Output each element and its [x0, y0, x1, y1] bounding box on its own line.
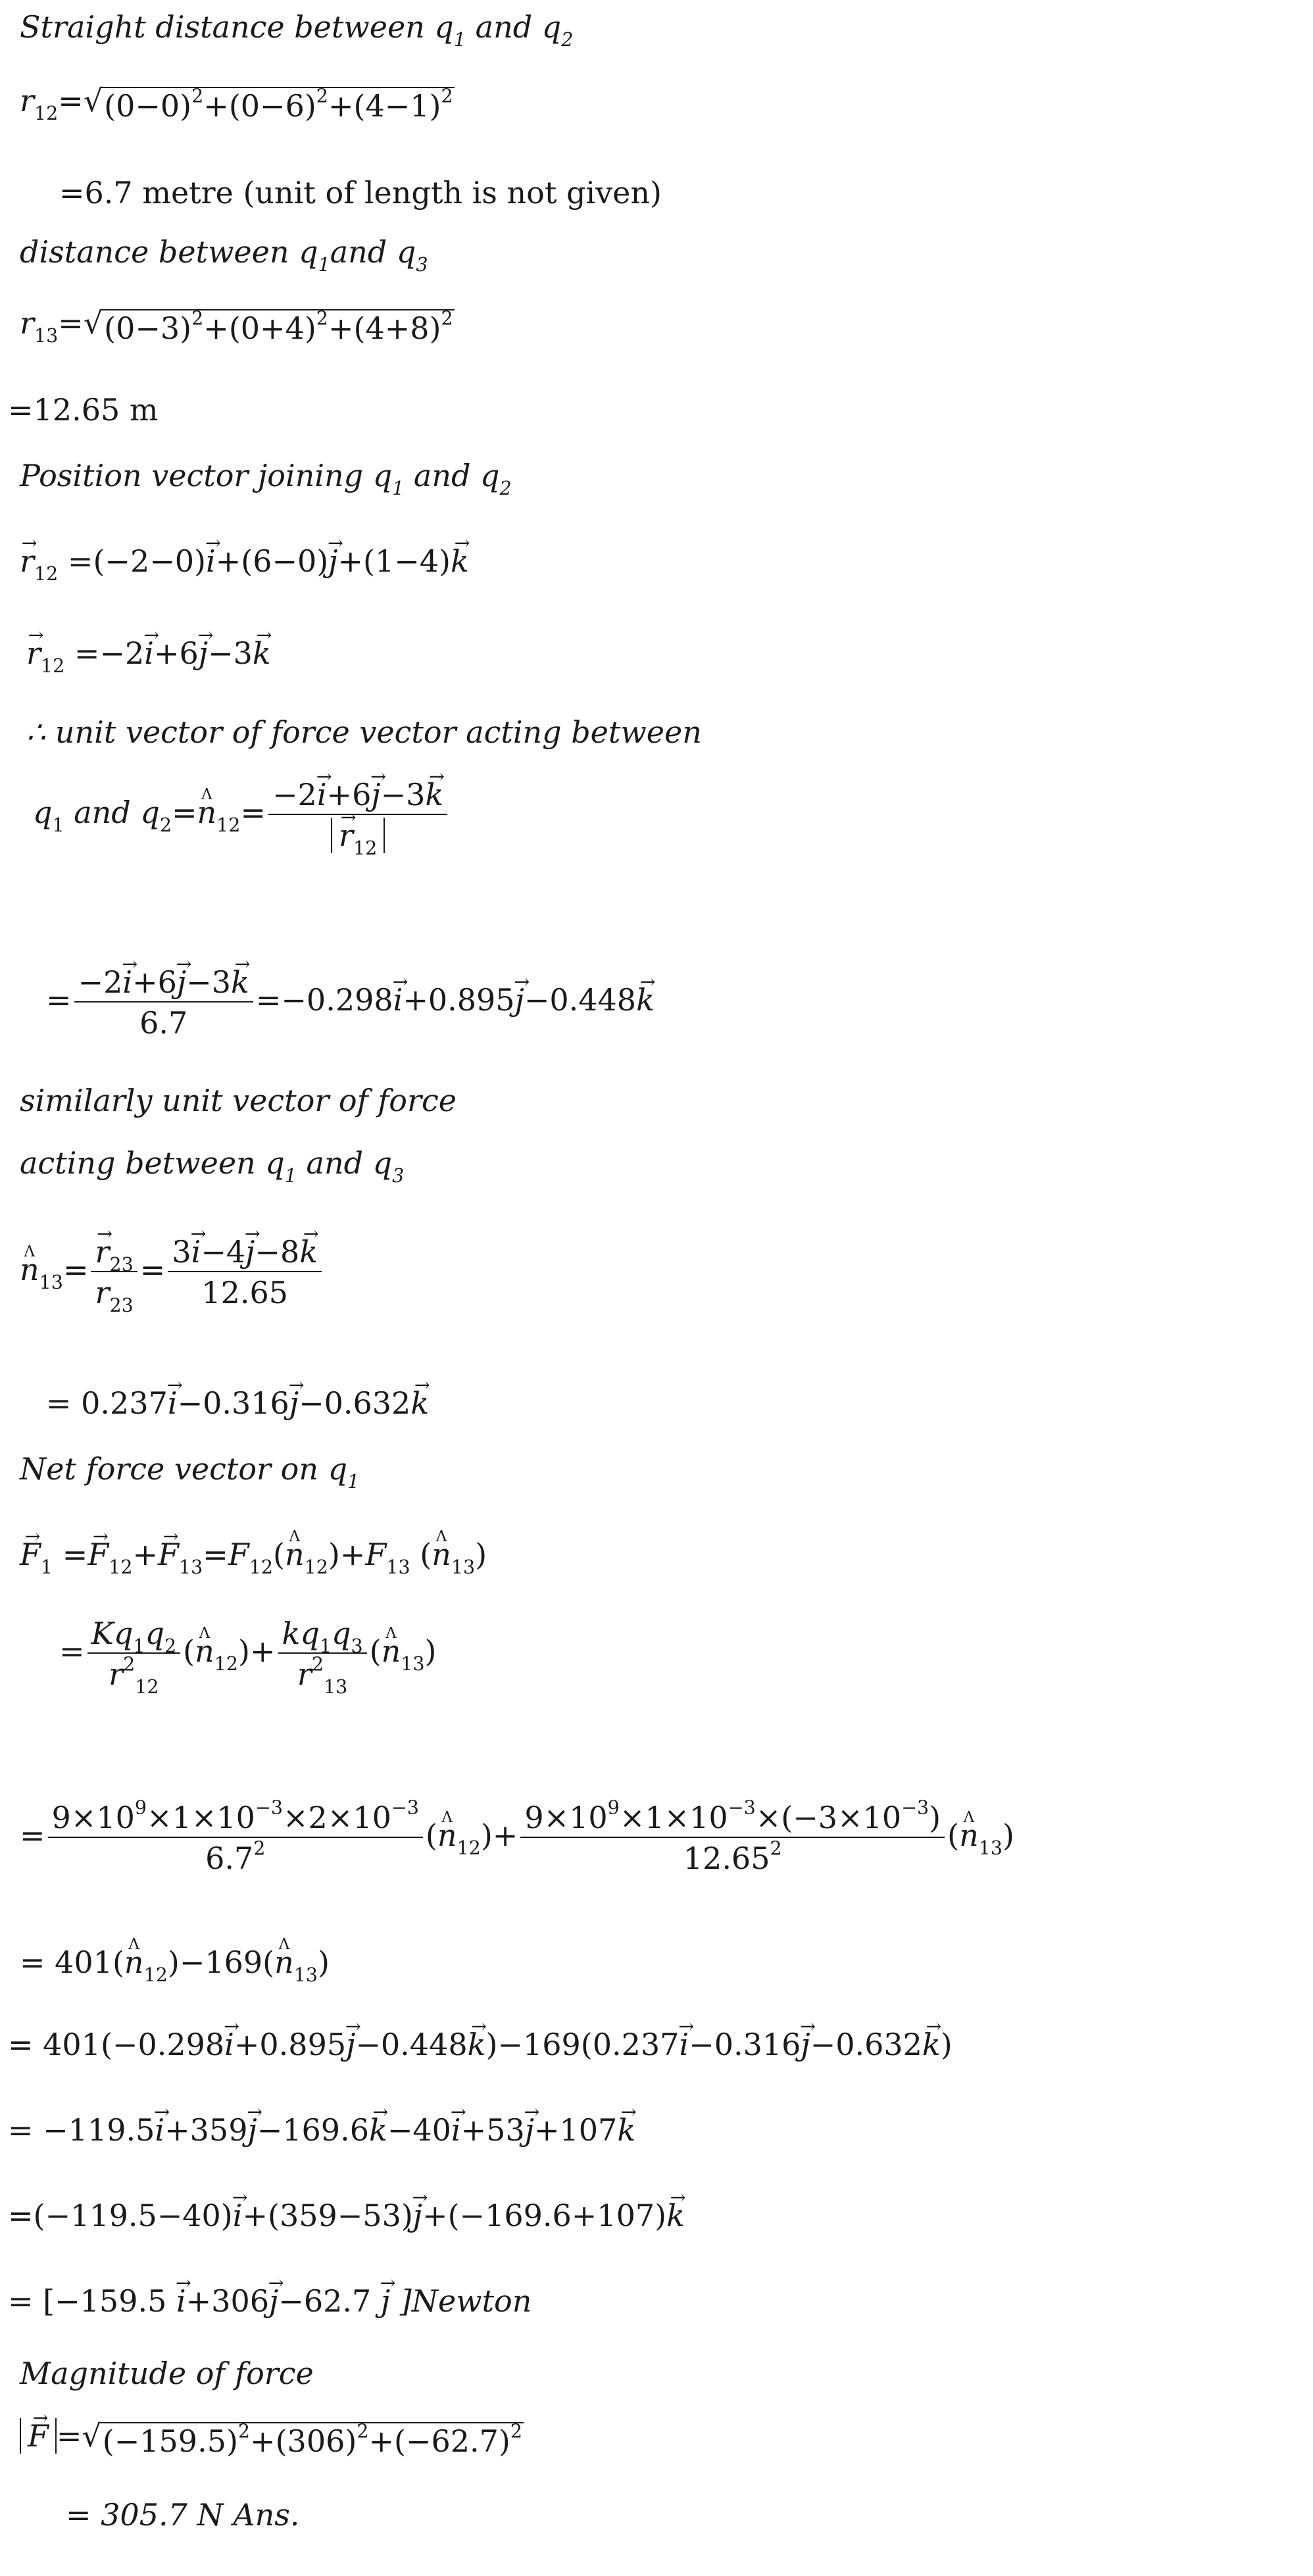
r13-result: [8, 392, 159, 428]
r12-vector-expanded: → $r_{12} =(-2-0)\to i+(6-0)\to j+(1-4)\to k$: [20, 546, 469, 576]
fraction: → $\frac{r_{23}}{r_{23}}$: [91, 1237, 137, 1308]
term: ×2×10: [282, 1800, 391, 1835]
term: 9×10: [524, 1800, 608, 1835]
term: −0.448: [355, 2027, 468, 2062]
term: +(1−4): [337, 543, 451, 579]
r-symbol: r: [20, 83, 34, 118]
term: −169: [497, 2027, 581, 2062]
sup: −3: [391, 1796, 419, 1819]
term: 6.7: [205, 1841, 254, 1876]
term: =−2: [64, 635, 145, 671]
magnitude-heading: [20, 2358, 314, 2389]
net-force-heading: Net force vector on $q_1$: [20, 1451, 360, 1493]
fraction: $\frac{9\times 10^9\times 1\times 10^{-3}\times 2\times 10^{-3}}{6.7^2}$: [48, 1802, 423, 1873]
term: −0.632: [299, 1385, 411, 1421]
denominator: 12.65: [168, 1271, 322, 1308]
sup: 2: [316, 307, 328, 330]
text: ∴ unit vector of force vector acting between: [26, 714, 702, 750]
denominator: 6.7: [74, 1001, 253, 1038]
heading-straight-distance: [20, 9, 574, 51]
text: Net force vector on q: [20, 1451, 348, 1487]
expanded-components: = −119.5→ i+359→ j−169.6→ k−40→ i+53→ j+107→ k: [8, 2115, 635, 2145]
substituted-unit-vectors: = 401(−0.298→ i+0.895→ j−0.448→ k)−169(0.237→ i−0.316→ j−0.632→ k): [8, 2029, 953, 2060]
fraction: $\frac{-2\to i+6\to j-3\to k}{6.7}$: [74, 967, 253, 1038]
term: +(0+4): [203, 310, 316, 346]
fraction: $\frac{Kq_1q_2}{r^2_{12}}$: [87, 1618, 181, 1689]
term: −3: [380, 777, 426, 812]
term: +0.895: [234, 2027, 347, 2062]
term: +6: [132, 964, 177, 1000]
sup: 9: [607, 1796, 620, 1819]
term: ×1×10: [619, 1800, 728, 1835]
fraction: −2→ i+6→ j−3→ k → $r_{12}$: [268, 780, 447, 851]
sup: −3: [901, 1796, 929, 1819]
sup: −3: [255, 1796, 283, 1819]
term: −0.316: [177, 1385, 289, 1421]
term: −2: [78, 964, 123, 1000]
text: and q: [74, 795, 160, 830]
text: similarly unit vector of force: [20, 1083, 457, 1118]
r-symbol: r: [20, 305, 34, 341]
text: Magnitude of force: [20, 2356, 314, 2391]
term: Kq: [91, 1616, 134, 1651]
term: = 0.237: [46, 1385, 168, 1421]
heading-position-vector: Position vector joining $q_1$ and $q_2$: [20, 458, 512, 499]
net-force-sum: → $F_1 =\to F_{12}+\to F_{13}=F_{12}(\Lambda$ $n_{12})+F_{13}$ (Λ $n_{13}$): [20, 1539, 487, 1570]
text: and q: [296, 1145, 393, 1181]
fraction: $\frac{3\to i-4\to j-8\to k}{12.65}$: [168, 1237, 322, 1308]
term: 3: [172, 1234, 191, 1270]
term: +53: [460, 2112, 525, 2148]
term: −0.448: [524, 982, 637, 1018]
sup: 2: [191, 307, 204, 330]
n13-definition: Λ $n_{13}=$ → $\frac{r_{23}}{r_{23}}$ = $\frac{3\to i-4\to j-8\to k}{12.65}$: [20, 1237, 324, 1308]
final-answer: [66, 2497, 300, 2533]
term: −2: [272, 777, 317, 812]
term: = 401: [8, 2027, 101, 2062]
term: 12.65: [683, 1841, 770, 1876]
term: +(0−6): [203, 88, 316, 124]
term: =(−2−0): [58, 543, 206, 579]
magnitude-formula: → F = √ $(-159.5)^2+(306)^2+(-62.7)^2$: [20, 2421, 524, 2456]
similarly-line: [20, 1085, 457, 1116]
numeric-substitution: = $\frac{9\times 10^9\times 1\times 10^{-3}\times 2\times 10^{-3}}{6.7^2}$ (Λ $n_{12})+$ $\frac{9\times 10^9\times 1\times 10^{-3}\times(-3\times 10^{-3})}{12.65^2}$ (Λ $n_{13}$): [20, 1802, 1014, 1873]
term: +(−169.6+107): [422, 2198, 667, 2233]
term: −3: [208, 635, 253, 671]
term: −0.632: [810, 2027, 922, 2062]
term: −0.316: [689, 2027, 801, 2062]
n12-evaluated: = $\frac{-2\to i+6\to j-3\to k}{6.7}$ =−0.298→ i+0.895→ j−0.448→ k: [46, 967, 655, 1038]
n12-definition: $q_1$ and $q_2=\Lambda$ $n_{12}=$ −2→ i+6→ j−3→ k → $r_{12}$: [33, 780, 450, 851]
term: −0.298: [112, 2027, 225, 2062]
term: = −119.5: [8, 2112, 155, 2148]
sup: −3: [728, 1796, 756, 1819]
text: Position vector joining q: [20, 458, 393, 493]
term: +107: [533, 2112, 618, 2148]
term: =−0.298: [255, 982, 393, 1018]
term: =(−119.5−40): [8, 2198, 233, 2233]
fraction: $\frac{kq_1q_3}{r^2_{13}}$: [278, 1618, 367, 1689]
term: ×(−3×10: [755, 1800, 902, 1835]
text: and q: [330, 234, 416, 270]
text: = 305.7 N Ans.: [66, 2497, 300, 2533]
sub: 12: [34, 102, 59, 124]
term: = [−159.5: [8, 2283, 176, 2319]
sub: 1: [453, 28, 466, 51]
sup: 2: [441, 307, 453, 330]
sub: 13: [34, 324, 59, 347]
r12-vector-simplified: → $r_{12} =-2\to i+6\to j-3\to k$: [26, 638, 271, 668]
fraction: $\frac{9\times 10^9\times 1\times 10^{-3}\times(-3\times 10^{-3})}{12.65^2}$: [520, 1802, 945, 1873]
acting-between-line: acting between $q_1$ and $q_3$: [20, 1145, 405, 1187]
therefore-line: [26, 714, 702, 750]
term: +(4−1): [328, 88, 441, 124]
text: distance between q: [20, 234, 318, 270]
sup: 2: [441, 85, 453, 107]
term: +306: [186, 2283, 270, 2319]
coulomb-form: = $\frac{Kq_1q_2}{r^2_{12}}$ (Λ $n_{12})+$ $\frac{kq_1q_3}{r^2_{13}}$ (Λ $n_{13}$): [59, 1618, 436, 1689]
sup: 2: [191, 85, 204, 107]
term: +0.895: [403, 982, 515, 1018]
term: ]Newton: [390, 2283, 532, 2319]
r12-formula: $r_{12}=$ √ $(0-0)^2+(0-6)^2+(4-1)^2$: [20, 83, 453, 124]
r13-formula: $r_{13}=$ √ $(0-3)^2+(0+4)^2+(4+8)^2$: [20, 305, 453, 347]
sup: 9: [134, 1796, 147, 1819]
grouped-components: =(−119.5−40)→ i+(359−53)→ j+(−169.6+107)→ k: [8, 2200, 685, 2231]
term: +(6−0): [215, 543, 329, 579]
term: −62.7: [278, 2283, 381, 2319]
text: =6.7 metre (unit of length is not given): [59, 175, 662, 211]
r-symbol: r: [95, 1275, 110, 1310]
term: −8: [255, 1234, 300, 1270]
term: +6: [154, 635, 199, 671]
sub: 1: [318, 253, 330, 276]
term: 9×10: [51, 1800, 135, 1835]
term: ×1×10: [147, 1800, 255, 1835]
term: (0−0): [104, 88, 192, 124]
term: (0−3): [104, 310, 192, 346]
term: +(4+8): [328, 310, 441, 346]
term: −4: [201, 1234, 246, 1270]
sup: 2: [316, 85, 328, 107]
text: =12.65 m: [8, 392, 159, 428]
sub: 2: [561, 28, 574, 51]
sqrt: √ $(0-0)^2+(0-6)^2+(4-1)^2$: [83, 83, 453, 124]
term: kq: [282, 1616, 320, 1651]
term: +359: [164, 2112, 248, 2148]
final-vector: = [−159.5 → i+306→ j−62.7 → j ]Newton: [8, 2286, 532, 2316]
term: 0.237: [592, 2027, 680, 2062]
term: −3: [186, 964, 231, 1000]
term: −169: [179, 1944, 263, 1980]
sqrt: √ $(-159.5)^2+(306)^2+(-62.7)^2$: [82, 2418, 523, 2459]
term: = 401: [20, 1944, 112, 1980]
text: and q: [404, 458, 500, 493]
r12-result: [59, 175, 662, 211]
term: +(306): [250, 2423, 357, 2459]
simplified-401: = 401(Λ $n_{12})-169(\Lambda$ $n_{13}$): [20, 1947, 330, 1977]
term: −169.6: [257, 2112, 369, 2148]
n13-evaluated: = 0.237→ i−0.316→ j−0.632→ k: [46, 1388, 429, 1418]
term: −40: [387, 2112, 451, 2148]
term: +6: [326, 777, 372, 812]
sqrt: √ $(0-3)^2+(0+4)^2+(4+8)^2$: [83, 305, 453, 346]
text: Straight distance between q: [20, 9, 454, 45]
heading-distance-13: distance between $q_1and$ $q_3$: [20, 234, 428, 276]
text: and q: [466, 9, 562, 45]
term: +(−62.7): [368, 2423, 510, 2459]
term: +(359−53): [242, 2198, 413, 2233]
term: (−159.5): [102, 2423, 238, 2459]
text: acting between q: [20, 1145, 285, 1181]
